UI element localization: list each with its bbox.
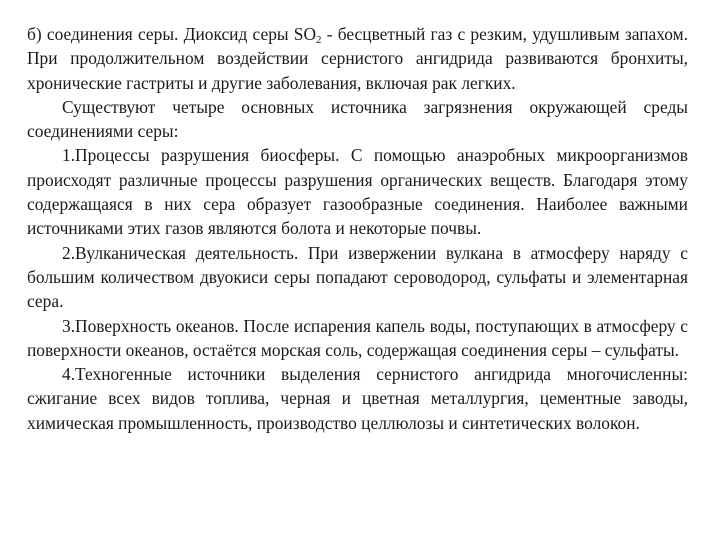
paragraph-source-oceans: 3.Поверхность океанов. После испарения капель воды, поступающих в атмосферу с поверхности океанов, остаётся морская соль, содержащая соединения серы – сульфаты.	[27, 315, 688, 360]
paragraph-source-technogenic: 4.Техногенные источники выделения сернистого ангидрида многочисленны: сжигание всех видов топлива, черная и цветная металлургия, цементные заводы, химическая промышленность, производство целлюлозы и синтетических волокон.	[27, 364, 688, 433]
paragraph-source-volcanic: 2.Вулканическая деятельность. При извержении вулкана в атмосферу наряду с большим количеством двуокиси серы попадают сероводород, сульфаты и элементарная сера.	[27, 242, 688, 312]
so2-text-end: - бесцветный газ с резким, удушливым запахом. При продолжительном воздействии сернистого ангидрида развиваются бронхиты, хронические гастриты и другие заболевания, включая рак легких.	[27, 24, 688, 93]
document-page	[27, 22, 688, 435]
so2-subscript: 2	[316, 34, 322, 46]
paragraph-sulfur-dioxide	[27, 22, 688, 95]
so2-text-start: б) соединения серы. Диоксид серы SO	[27, 24, 317, 44]
paragraph-sources-intro: Существуют четыре основных источника загрязнения окружающей среды соединениями серы:	[27, 96, 688, 142]
paragraph-source-biosphere: 1.Процессы разрушения биосферы. С помощью анаэробных микроорганизмов происходят различные процессы разрушения органических веществ. Благодаря этому содержащаяся в них сера образует газообразные соединения. Наиболее важными источниками этих газов являются болота и некоторые почвы.	[27, 145, 688, 239]
